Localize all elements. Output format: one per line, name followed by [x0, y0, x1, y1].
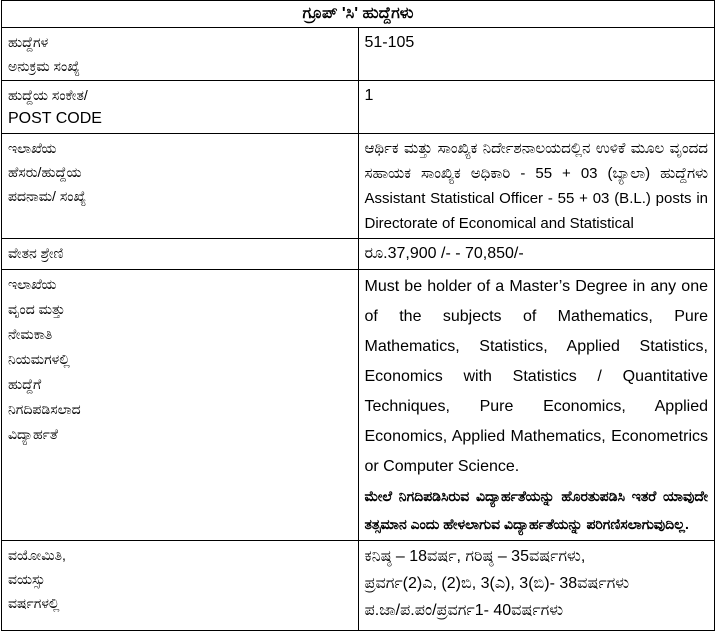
table-row: [2, 134, 715, 239]
row-label: [2, 134, 359, 239]
age-line: ಪ್ರವರ್ಗ(2)ಎ, (2)ಬಿ, 3(ಎ), 3(ಬಿ)- 38ವರ್ಷಗಳು: [364, 575, 630, 592]
label-line: ನೇಮಕಾತಿ: [8, 326, 53, 342]
qualification-text: Must be holder of a Master’s Degree in any one of the subjects of Mathematics, Pure Mathematics, Statistics, Applied Statistics, Economics with Statistics / Quantitative Techniques, Pure Economics, Applied Economics, Applied Mathematics, Econometrics or Computer Science.: [364, 278, 708, 475]
label-line: ಇಲಾಖೆಯ: [8, 276, 57, 292]
table-header: ಗ್ರೂಪ್ 'ಸಿ' ಹುದ್ದೆಗಳು: [2, 1, 715, 28]
label-line: ವೃಂದ ಮತ್ತು: [8, 301, 66, 317]
row-value: [358, 541, 715, 631]
row-label: [2, 81, 359, 134]
label-line: ಹುದ್ದೆಗಳ: [8, 34, 49, 50]
recruitment-table: [1, 0, 715, 631]
row-label: [2, 28, 359, 81]
label-line: ವೇತನ ಶ್ರೇಣಿ: [8, 245, 64, 261]
label-line: ಅನುಕ್ರಮ ಸಂಖ್ಯೆ: [8, 58, 80, 74]
row-value: [358, 270, 715, 541]
label-line: ಹೆಸರು/ಹುದ್ದೆಯ: [8, 164, 82, 180]
row-value: 1: [358, 81, 715, 134]
label-line: ವಯೋಮಿತಿ,: [8, 547, 66, 563]
row-label: [2, 239, 359, 270]
table-row: [2, 81, 715, 134]
label-line: ವಯಸ್ಸು: [8, 571, 46, 587]
label-line: ಪದನಾಮ/ ಸಂಖ್ಯೆ: [8, 188, 87, 204]
row-value: ಆರ್ಥಿಕ ಮತ್ತು ಸಾಂಖ್ಯಿಕ ನಿರ್ದೇಶನಾಲಯದಲ್ಲಿನ ಉಳಿಕೆ ಮೂಲ ವೃಂದದ ಸಹಾಯಕ ಸಾಂಖ್ಯಿಕ ಅಧಿಕಾರಿ - 55 + 03 (ಬ್ಯಾಲಾ) ಹುದ್ದೆಗಳು Assistant Statistical Officer - 55 + 03 (B.L.) posts in Directorate of Economical and Statistical: [358, 134, 715, 239]
row-label: [2, 541, 359, 631]
label-line: ನಿಗದಿಪಡಿಸಲಾದ: [8, 401, 81, 417]
label-line: ಹುದ್ದೆಗೆ: [8, 376, 42, 392]
age-line: ಕನಿಷ್ಠ – 18ವರ್ಷ, ಗರಿಷ್ಠ – 35ವರ್ಷಗಳು,: [364, 548, 586, 565]
age-line: ಪ.ಜಾ/ಪ.ಪಂ/ಪ್ರವರ್ಗ1- 40ವರ್ಷಗಳು: [364, 602, 564, 619]
label-line: ವಿದ್ಯಾರ್ಹತೆ: [8, 426, 58, 442]
label-line: ಹುದ್ದೆಯ ಸಂಕೇತ/: [8, 87, 88, 103]
table-row: [2, 28, 715, 81]
label-line: ವರ್ಷಗಳಲ್ಲಿ: [8, 595, 60, 611]
row-value: ರೂ.37,900 /- - 70,850/-: [358, 239, 715, 270]
label-line: ನಿಯಮಗಳಲ್ಲಿ: [8, 351, 70, 367]
label-line: POST CODE: [8, 110, 102, 127]
table-row: [2, 270, 715, 541]
table-row: [2, 239, 715, 270]
row-label: [2, 270, 359, 541]
table-row: [2, 541, 715, 631]
label-line: ಇಲಾಖೆಯ: [8, 140, 57, 156]
row-value: 51-105: [358, 28, 715, 81]
qualification-note: ಮೇಲೆ ನಿಗದಿಪಡಿಸಿರುವ ವಿದ್ಯಾರ್ಹತೆಯನ್ನು ಹೊರತುಪಡಿಸಿ ಇತರೆ ಯಾವುದೇ ತತ್ಸಮಾನ ಎಂದು ಹೇಳಲಾಗುವ ವಿದ್ಯಾರ್ಹತೆಯನ್ನು ಪರಿಗಣಿಸಲಾಗುವುದಿಲ್ಲ.: [364, 488, 708, 532]
